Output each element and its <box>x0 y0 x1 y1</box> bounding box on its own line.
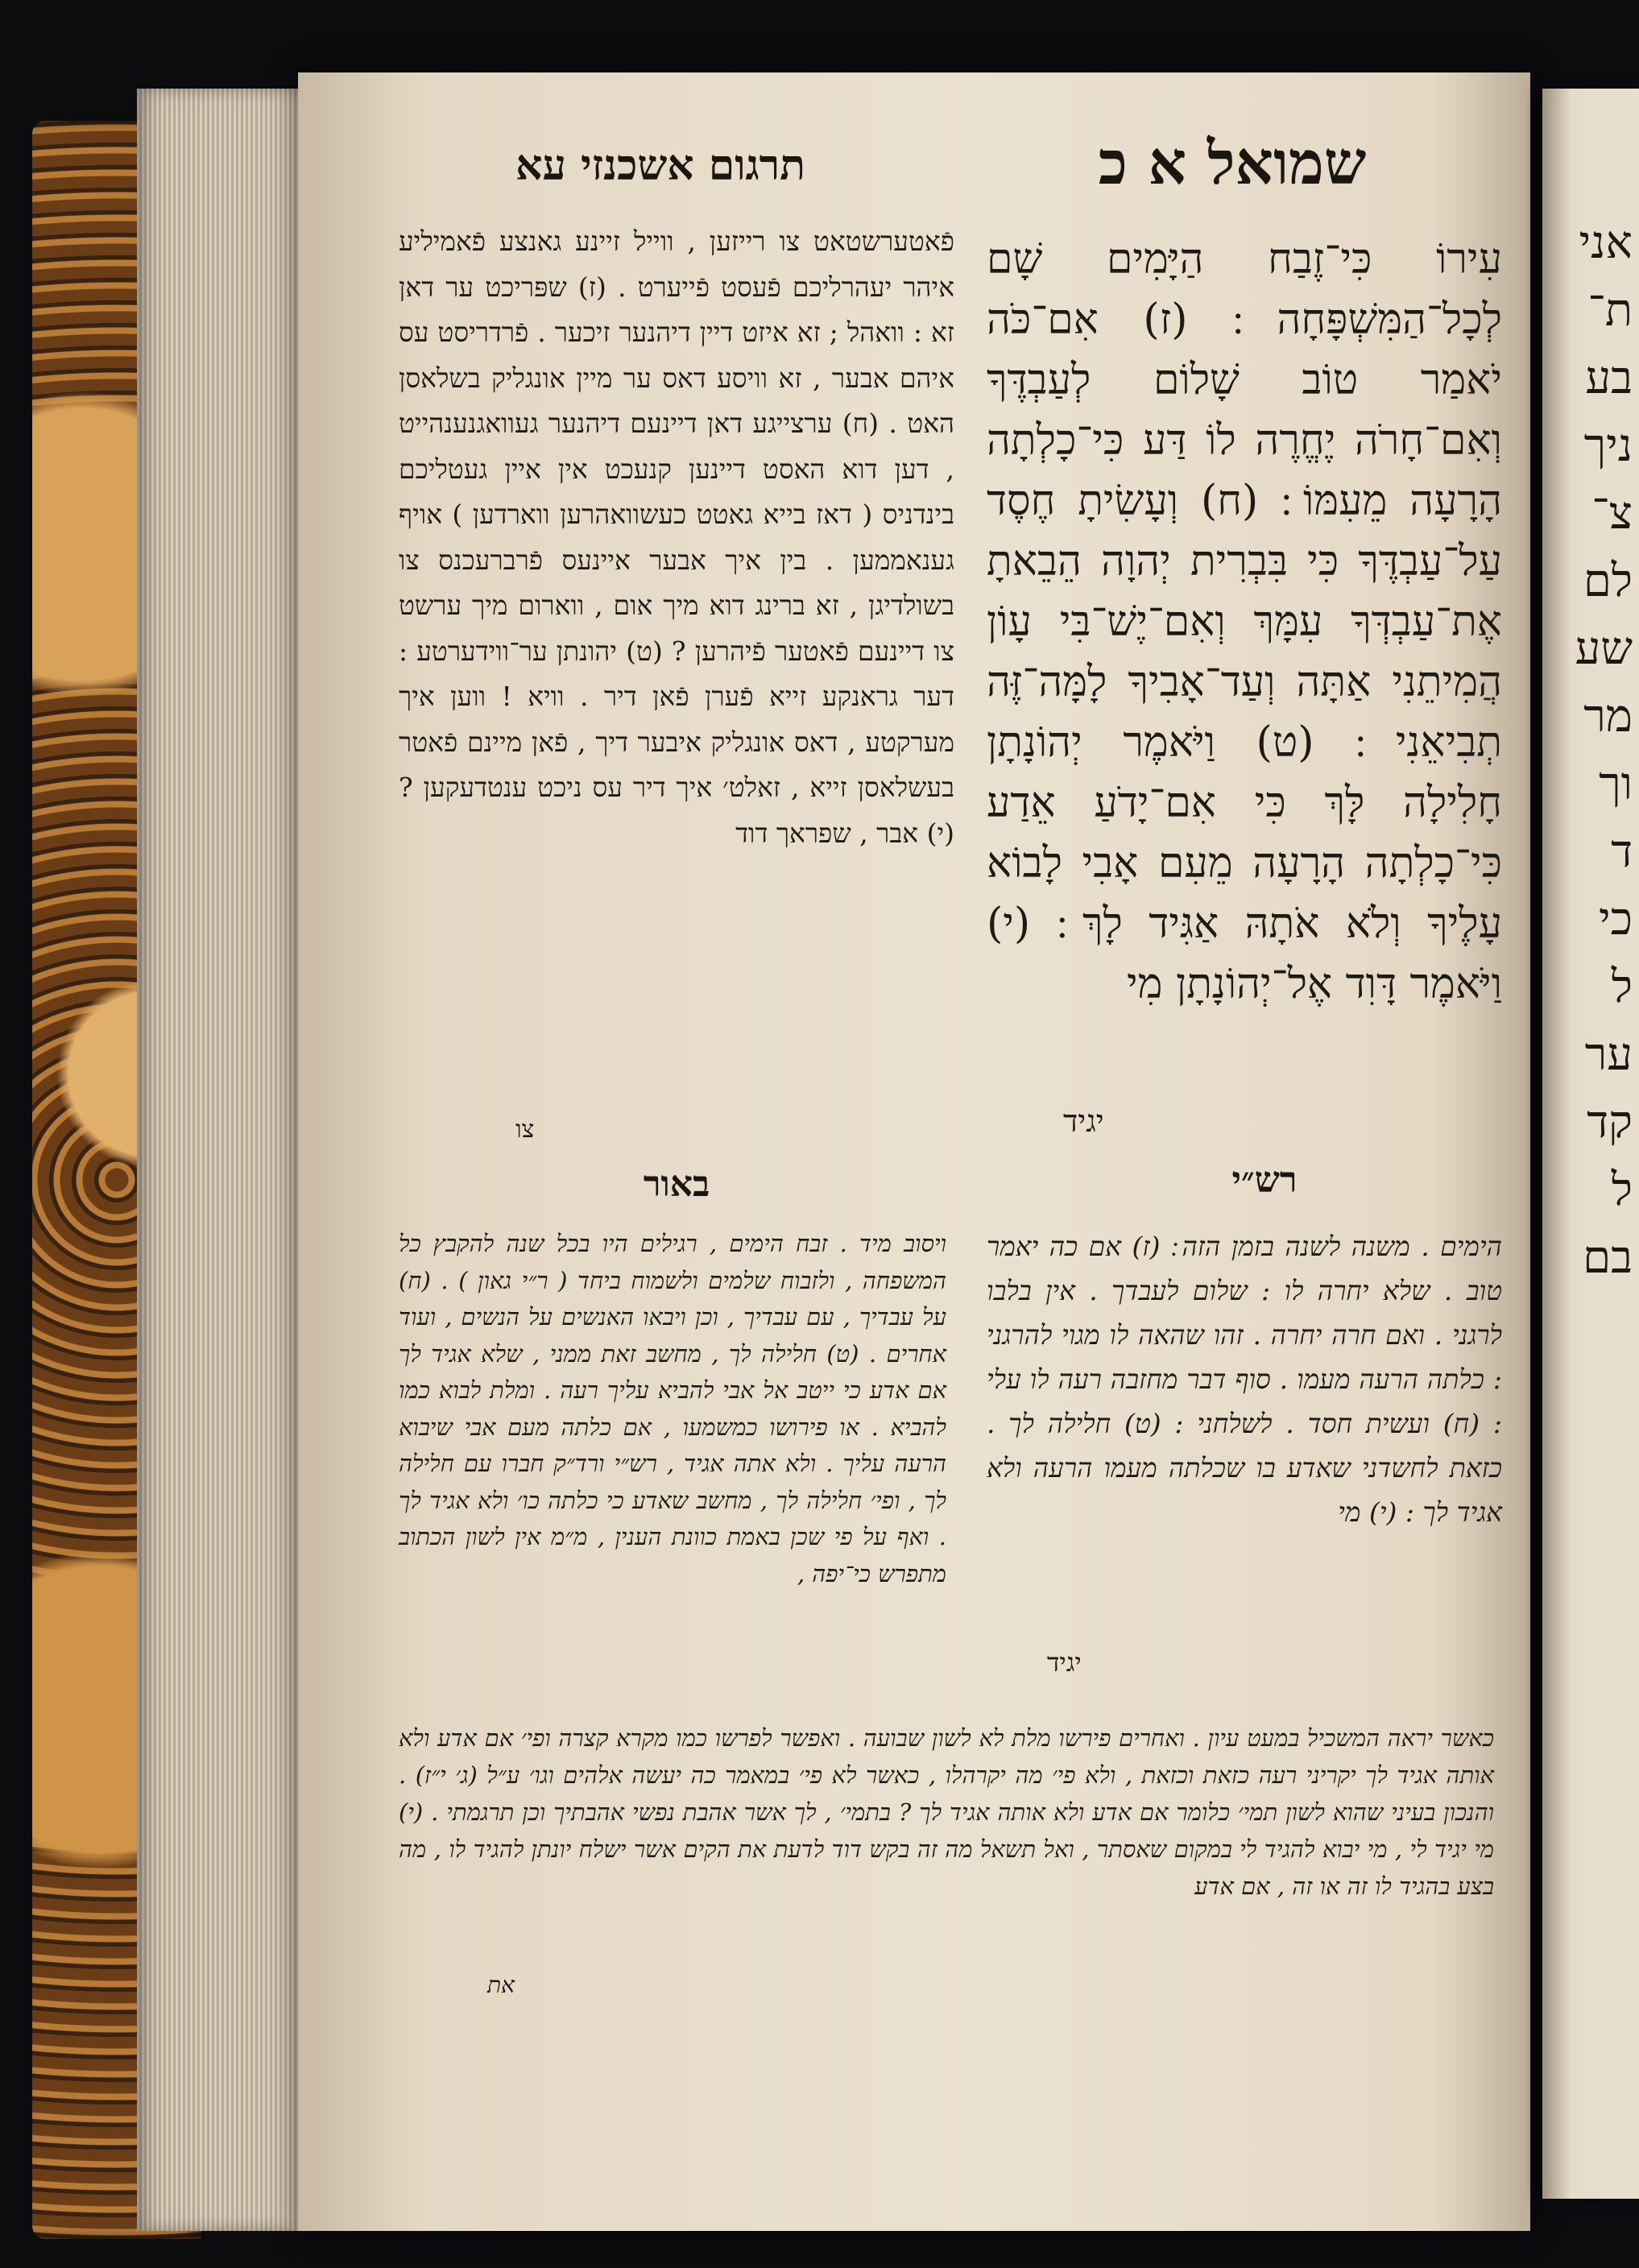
facing-page-fragments <box>1542 89 1639 1292</box>
facing-page-fragment: ער <box>1584 1028 1633 1081</box>
facing-page-fragment: שע <box>1575 623 1633 675</box>
facing-page-fragment: כי <box>1598 893 1633 946</box>
yiddish-catchword: צו <box>515 1115 535 1144</box>
rashi-heading: רש״י <box>1231 1160 1298 1201</box>
facing-page-fragment: ל <box>1611 1164 1633 1216</box>
facing-page-fragment: בע <box>1585 352 1633 404</box>
beur-heading: באור <box>643 1164 710 1205</box>
beur-commentary: ויסוב מיד . זבח הימים , רגילים היו בכל שנה להקבץ כל המשפחה , ולזבוח שלמים ולשמוח ביחד ( ר״י גאון ) . (ח) על עבדיך , עם עבדיך , וכן ויבאו האנשים על הנשים , ועוד אחרים . (ט) חלילה לך , מחשב זאת ממני , שלא אגיד לך אם אדע כי ייטב אל אבי להביא עליך רעה . ומלת לבוא כמו להביא . או פירושו כמשמעו , אם כלתה מעם אבי שיבוא הרעה עליך . ולא אתה אגיד , רש״י ורד״ק חברו עם חלילה לך , ופי׳ חלילה לך , מחשב שאדע כי כלתה כו׳ ולא אגיד לך . ואף על פי שכן באמת כוונת הענין , מ״מ אין לשון הכתוב מתפרש כי־יפה , <box>399 1230 946 1587</box>
rashi-commentary: הימים . משנה לשנה בזמן הזה ׃ (ז) אם כה יאמר טוב . שלא יחרה לו : שלום לעבדך . אין בלבו לרגני . ואם חרה יחרה . זהו שהאה לו מגוי להרגני : כלתה הרעה מעמו . סוף דבר מחזבה רעה לו עלי : (ח) ועשית חסד . לשלחני : (ט) חלילה לך . כזאת לחשדני שאדע בו שכלתה מעמו הרעה ולא אגיד לך : (י) מי <box>987 1231 1502 1528</box>
beur-commentary-continued: כאשר יראה המשכיל במעט עיון . ואחרים פירשו מלת לא לשון שבועה . ואפשר לפרשו כמו מקרא קצרה ופי׳ אם אדע ולא אותה אגיד לך יקריני רעה כזאת וכזאת , ולא פי׳ מה יקרהלו , כאשר לא פי׳ במאמר כה יעשה אלהים וגו׳ ע״ל (ג׳ י״ז) . והנכון בעיני שהוא לשון תמי׳ כלומר אם אדע ולא אותה אגיד לך ? בתמי׳ , לך אשר אהבת נפשי אהבתיך וכן תרגמתי . (י) מי יגיד לי , מי יבוא להגיד לי במקום שאסתר , ואל תשאל מה זה בקש דוד לדעת את הקים אשר ישלח יונתן להגיד לו , מה בצע בהגיד לו זה או זה , אם אדע <box>399 1724 1494 1900</box>
bible-text-column: עִירוֹ כִּי־זֶבַח הַיָּמִים שָׁם לְכָל־הַמִּשְׁפָּחָה ׃ (ז) אִם־כֹּה יֹאמַר טוֹב שָׁלוֹם לְעַבְדֶּךָ וְאִם־חָרֹה יֶחֱרֶה לוֹ דַּע כִּי־כָלְתָה הָרָעָה מֵעִמּוֹ ׃ (ח) וְעָשִׂיתָ חֶסֶד עַל־עַבְדֶּךָ כִּי בִּבְרִית יְהוָה הֵבֵאתָ אֶת־עַבְדְּךָ עִמָּךְ וְאִם־יֶשׁ־בִּי עָוֹן הֲמִיתֵנִי אַתָּה וְעַד־אָבִיךָ לָמָּה־זֶּה תְבִיאֵנִי ׃ (ט) וַיֹּאמֶר יְהוֹנָתָן חָלִילָה לָּךְ כִּי אִם־יָדֹעַ אֵדַע כִּי־כָלְתָה הָרָעָה מֵעִם אָבִי לָבוֹא עָלֶיךָ וְלֹא אֹתָהּ אַגִּיד לָךְ ׃ (י) וַיֹּאמֶר דָּוִד אֶל־יְהוֹנָתָן מִי <box>987 235 1502 1008</box>
facing-page-fragment: ד <box>1611 826 1633 878</box>
facing-page-fragment: קד <box>1587 1096 1633 1148</box>
bible-catchword: יגיד <box>1063 1103 1104 1139</box>
facing-page-fragment: אני <box>1579 217 1633 269</box>
facing-page-fragment: וך <box>1599 758 1633 810</box>
facing-page-fragment: צ־ <box>1591 487 1633 540</box>
facing-page-fragment: בם <box>1583 1231 1633 1284</box>
running-header-right: שמואל א כ <box>1098 129 1367 198</box>
page-edges <box>137 89 306 2231</box>
facing-page-fragment: ל <box>1611 961 1633 1013</box>
running-header-left: תרגום אשכנזי עא <box>515 141 805 190</box>
beur-catchword: את <box>487 1972 515 1998</box>
facing-page-fragment: ניך <box>1583 420 1633 472</box>
yiddish-translation-column: פֿאטערשטאט צו רייזען , ווייל זיינע גאנצע פֿאמיליע איהר יעהרליכם פֿעסט פֿייערט . (ז) שפּריכט ער דאן זא : וואהל ; זא איזט דיין דיהנער זיכער . פֿרדריסט עס איהם אבער , זא וויסע דאס ער מיין אונגליק בשלאסן האט . (ח) ערצייגע דאן דיינעם דיהנער געוואגנענהייט , דען דוא האסט דיינען קנעכט אין איין געטליכם בינדניס ( דאז בייא גאטט כעשוואהרען ווארדען ) אויף גענאממען . בין איך אבער איינעס פֿרברעכנס צו בשולדיגן , זא ברינג דוא מיך אום , ווארום מיך ערשט צו דיינעם פֿאטער פֿיהרען ? (ט) יהונתן ער־ווידערטע : דער גראנקע זייא פֿערן פֿאן דיר . וויא ! ווען איך מערקטע , דאס אונגליק איבער דיך , פֿאן מיינם פֿאטר בעשלאסן זייא , זאלט׳ איך דיר עס ניכט ענטדעקען ? (י) אבר , שפראך דוד <box>399 226 954 849</box>
rashi-catchword: יגיד <box>1047 1647 1082 1678</box>
facing-page-fragment: לם <box>1583 555 1633 607</box>
facing-page-fragment: מר <box>1583 690 1633 743</box>
facing-page-fragment: ת־ <box>1587 284 1633 337</box>
facing-page-edge <box>1542 89 1639 2199</box>
